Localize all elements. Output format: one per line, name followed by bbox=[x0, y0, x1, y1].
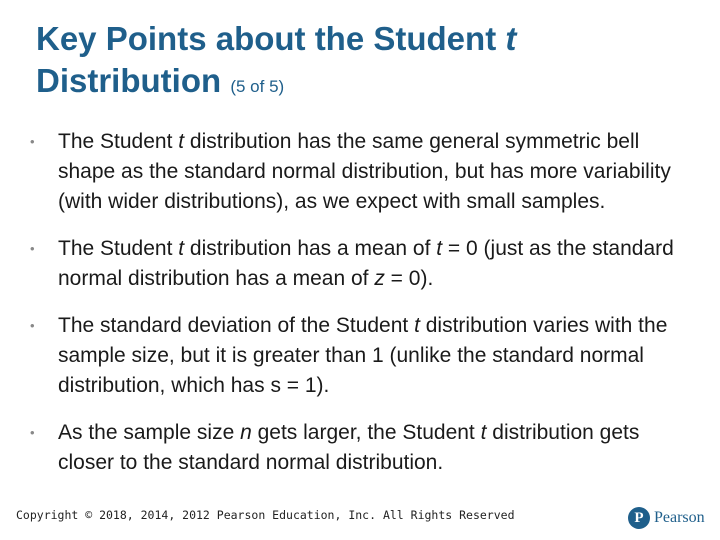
pearson-logo bbox=[628, 505, 705, 531]
bullet-text: The Student bbox=[58, 130, 179, 153]
bullet-dot: • bbox=[30, 318, 35, 333]
bullet-item bbox=[30, 234, 700, 294]
bullet-text: As the sample size bbox=[58, 421, 241, 444]
bullet-text: distribution has the same general symmetric bell shape as the standard normal distribution, but has more variability (with wider distributions), as we expect with small samples. bbox=[58, 130, 671, 213]
bullet-dot: • bbox=[30, 134, 35, 149]
pearson-logo-text: Pearson bbox=[654, 509, 705, 526]
bullet-item bbox=[30, 311, 700, 401]
bullet-item bbox=[30, 418, 700, 478]
copyright-footer: Copyright © 2018, 2014, 2012 Pearson Education, Inc. All Rights Reserved bbox=[16, 508, 515, 522]
title-line1-prefix: Key Points about the Student bbox=[36, 20, 506, 57]
bullet-text: The Student bbox=[58, 237, 179, 260]
bullet-italic-text: n bbox=[240, 421, 252, 444]
bullet-italic-text: t bbox=[178, 237, 185, 260]
bullet-italic-text: z bbox=[374, 267, 385, 290]
bullet-list bbox=[30, 127, 700, 495]
bullet-italic-text: t bbox=[436, 237, 443, 260]
bullet-dot: • bbox=[30, 425, 35, 440]
bullet-text: = 0 (just as the standard normal distribution has a mean of bbox=[58, 237, 674, 290]
bullet-text: gets larger, the Student bbox=[251, 421, 481, 444]
bullet-italic-text: t bbox=[414, 314, 420, 337]
bullet-text: distribution has a mean of bbox=[184, 237, 437, 260]
title-subtitle: (5 of 5) bbox=[230, 77, 285, 96]
bullet-text: = 0). bbox=[384, 267, 434, 290]
title-line2: Distribution bbox=[36, 62, 222, 99]
bullet-text: distribution gets closer to the standard normal distribution. bbox=[58, 421, 640, 474]
bullet-dot: • bbox=[30, 241, 35, 256]
bullet-text: distribution varies with the sample size, but it is greater than 1 (unlike the standard normal distribution, which has s = 1). bbox=[58, 314, 668, 397]
bullet-italic-text: t bbox=[480, 421, 487, 444]
bullet-item bbox=[30, 127, 700, 217]
page-title bbox=[36, 18, 686, 108]
pearson-logo-icon: P bbox=[628, 507, 650, 529]
title-line1-italic: t bbox=[505, 20, 517, 57]
bullet-text: The standard deviation of the Student bbox=[58, 314, 415, 337]
bullet-italic-text: t bbox=[178, 130, 185, 153]
